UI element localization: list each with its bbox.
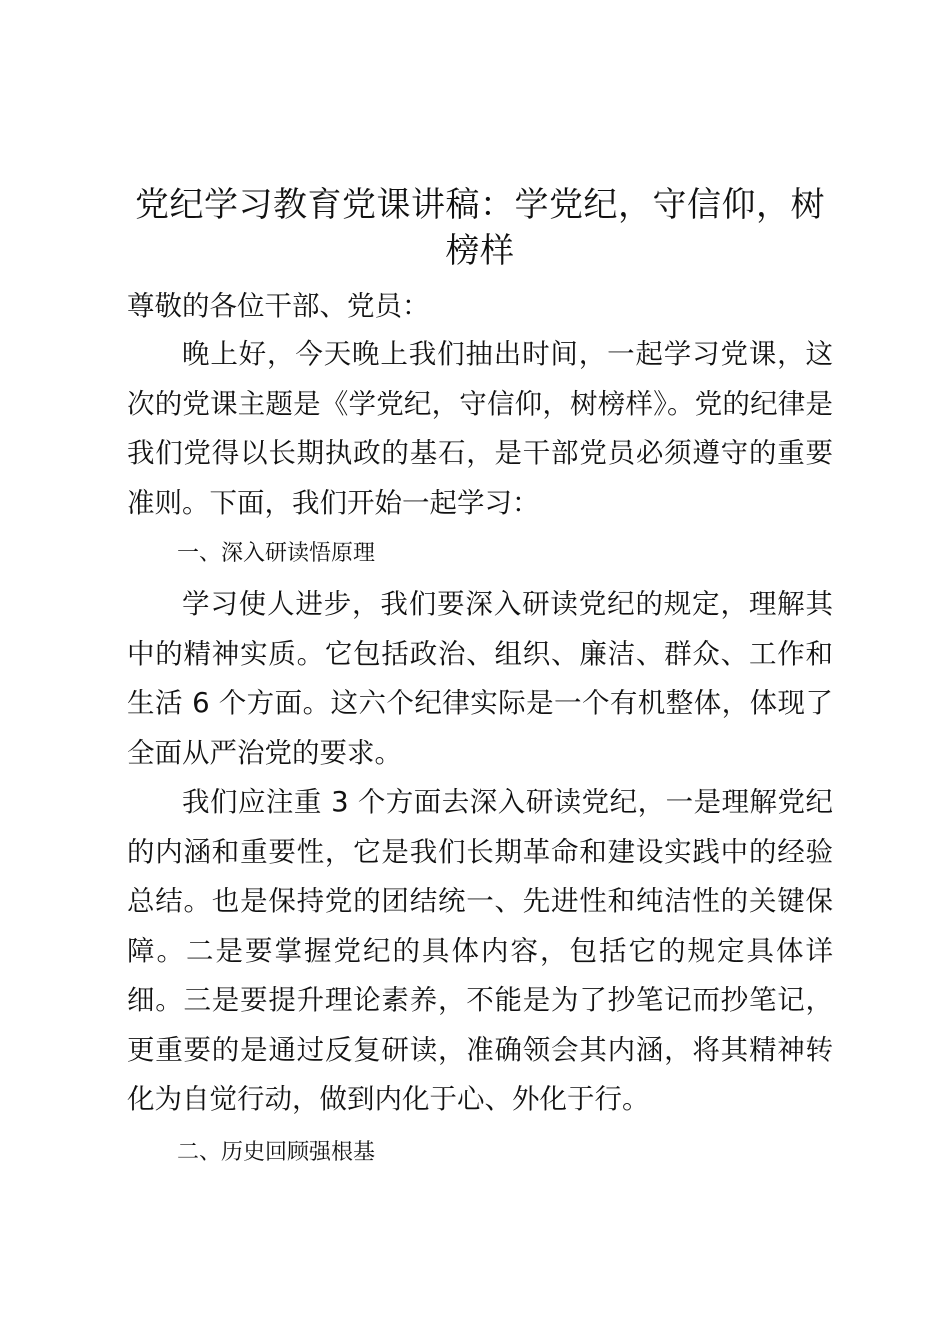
salutation: 尊敬的各位干部、党员： [127,290,430,322]
document-title: 党纪学习教育党课讲稿：学党纪，守信仰，树榜样 [135,185,825,271]
paragraph-study: 学习使人进步，我们要深入研读党纪的规定，理解其中的精神实质。它包括政治、组织、廉洁、群众、工作和生活 6 个方面。这六个纪律实际是一个有机整体，体现了全面从严治党的要求。 [127,588,833,769]
paragraph-intro: 晚上好，今天晚上我们抽出时间，一起学习党课，这次的党课主题是《学党纪，守信仰，树榜样》。党的纪律是我们党得以长期执政的基石，是干部党员必须遵守的重要准则。下面，我们开始一起学习： [127,338,833,519]
section-heading-2: 二、历史回顾强根基 [177,1140,376,1165]
section-heading-1: 一、深入研读悟原理 [177,541,376,566]
paragraph-three-aspects: 我们应注重 3 个方面去深入研读党纪，一是理解党纪的内涵和重要性，它是我们长期革命和建设实践中的经验总结。也是保持党的团结统一、先进性和纯洁性的关键保障。二是要掌握党纪的具体内容，包括它的规定具体详细。三是要提升理论素养，不能是为了抄笔记而抄笔记，更重要的是通过反复研读，准确领会其内涵，将其精神转化为自觉行动，做到内化于心、外化于行。 [127,786,833,1115]
